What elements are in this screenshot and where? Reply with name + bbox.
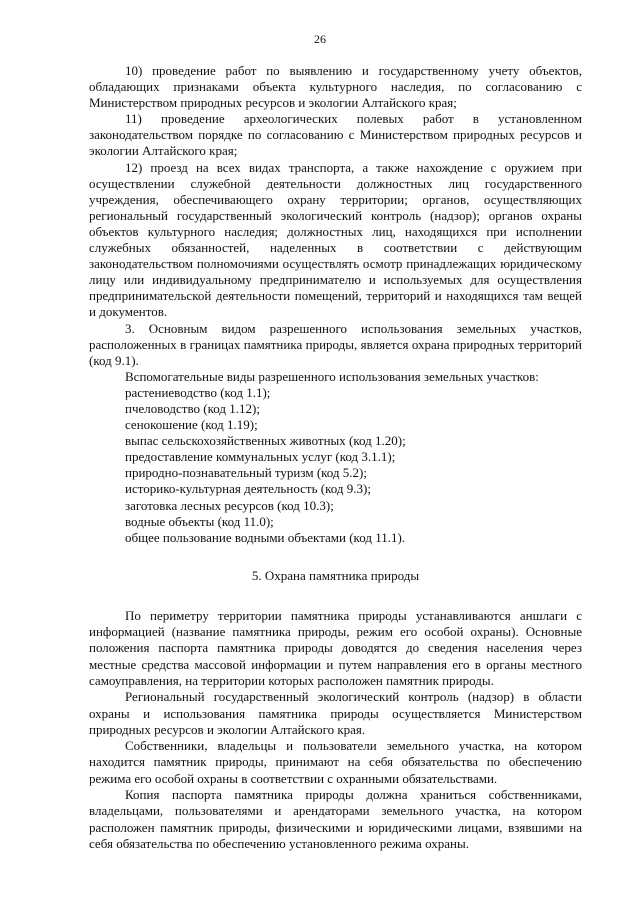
page-number: 26 [314, 32, 326, 46]
section-5-paragraph: Региональный государственный экологический контроль (надзор) в области охраны и использования памятника природы осуществляется Министерством природных ресурсов и экологии Алтайского края. [89, 689, 582, 737]
section-5-heading: 5. Охрана памятника природы [251, 567, 420, 583]
auxiliary-use-item: природно-познавательный туризм (код 5.2); [125, 465, 367, 481]
list-item-11: 11) проведение археологических полевых работ в установленном законодательством порядке по согласованию с Министерством природных ресурсов и экологии Алтайского края; [89, 111, 582, 159]
auxiliary-use-item: пчеловодство (код 1.12); [125, 400, 260, 416]
auxiliary-use-item: историко-культурная деятельность (код 9.3); [125, 481, 371, 497]
section-5-body [89, 608, 582, 852]
list-item-12: 12) проезд на всех видах транспорта, а также нахождение с оружием при осуществлении служебной деятельности должностных лиц государственного учреждения, обеспечивающего охрану территории; органов, осуществляющих региональный государственный экологический контроль (надзор); органов охраны объектов культурного наследия; должностных лиц, находящихся при исполнении служебных обязанностей, наделенных в соответствии с действующим законодательством полномочиями осуществлять осмотр принадлежащих юридическому лицу или индивидуальному предпринимателю и используемых для осуществления предпринимательской деятельности помещений, территорий и находящихся там вещей и документов. [89, 159, 582, 320]
auxiliary-use-item: общее пользование водными объектами (код 11.1). [125, 529, 406, 545]
auxiliary-use-item: заготовка лесных ресурсов (код 10.3); [125, 497, 334, 513]
section-5-paragraph: По периметру территории памятника природы устанавливаются аншлаги с информацией (название памятника природы, режим его особой охраны). Основные положения паспорта памятника природы доводятся до сведения населения через местные средства массовой информации и путем направления его в органы местного самоуправления, на территории которых расположен памятник природы. [89, 607, 582, 688]
document-body [89, 63, 582, 852]
auxiliary-use-item: сенокошение (код 1.19); [125, 417, 258, 433]
auxiliary-use-item: выпас сельскохозяйственных животных (код 1.20); [125, 433, 406, 449]
auxiliary-use-item: водные объекты (код 11.0); [125, 513, 274, 529]
section-5-paragraph: Копия паспорта памятника природы должна храниться собственниками, владельцами, пользователями и арендаторами земельного участка, на котором расположен памятник природы, физическими и юридическими лицами, взявшими на себя обязательства по обеспечению установленного режима охраны. [89, 787, 582, 851]
section-5-paragraph: Собственники, владельцы и пользователи земельного участка, на котором находится памятник природы, принимают на себя обязательства по обеспечению режима его особой охраны в соответствии с охранными обязательствами. [89, 738, 582, 786]
auxiliary-uses-title: Вспомогательные виды разрешенного использования земельных участков: [125, 368, 539, 384]
auxiliary-use-item: растениеводство (код 1.1); [125, 384, 271, 400]
list-item-10: 10) проведение работ по выявлению и государственному учету объектов, обладающих признаками объекта культурного наследия, по согласованию с Министерством природных ресурсов и экологии Алтайского края; [89, 63, 582, 111]
auxiliary-uses-list [89, 369, 582, 546]
auxiliary-use-item: предоставление коммунальных услуг (код 3.1.1); [125, 449, 396, 465]
point-3-paragraph: 3. Основным видом разрешенного использования земельных участков, расположенных в границах памятника природы, является охрана природных территорий (код 9.1). [89, 320, 582, 368]
